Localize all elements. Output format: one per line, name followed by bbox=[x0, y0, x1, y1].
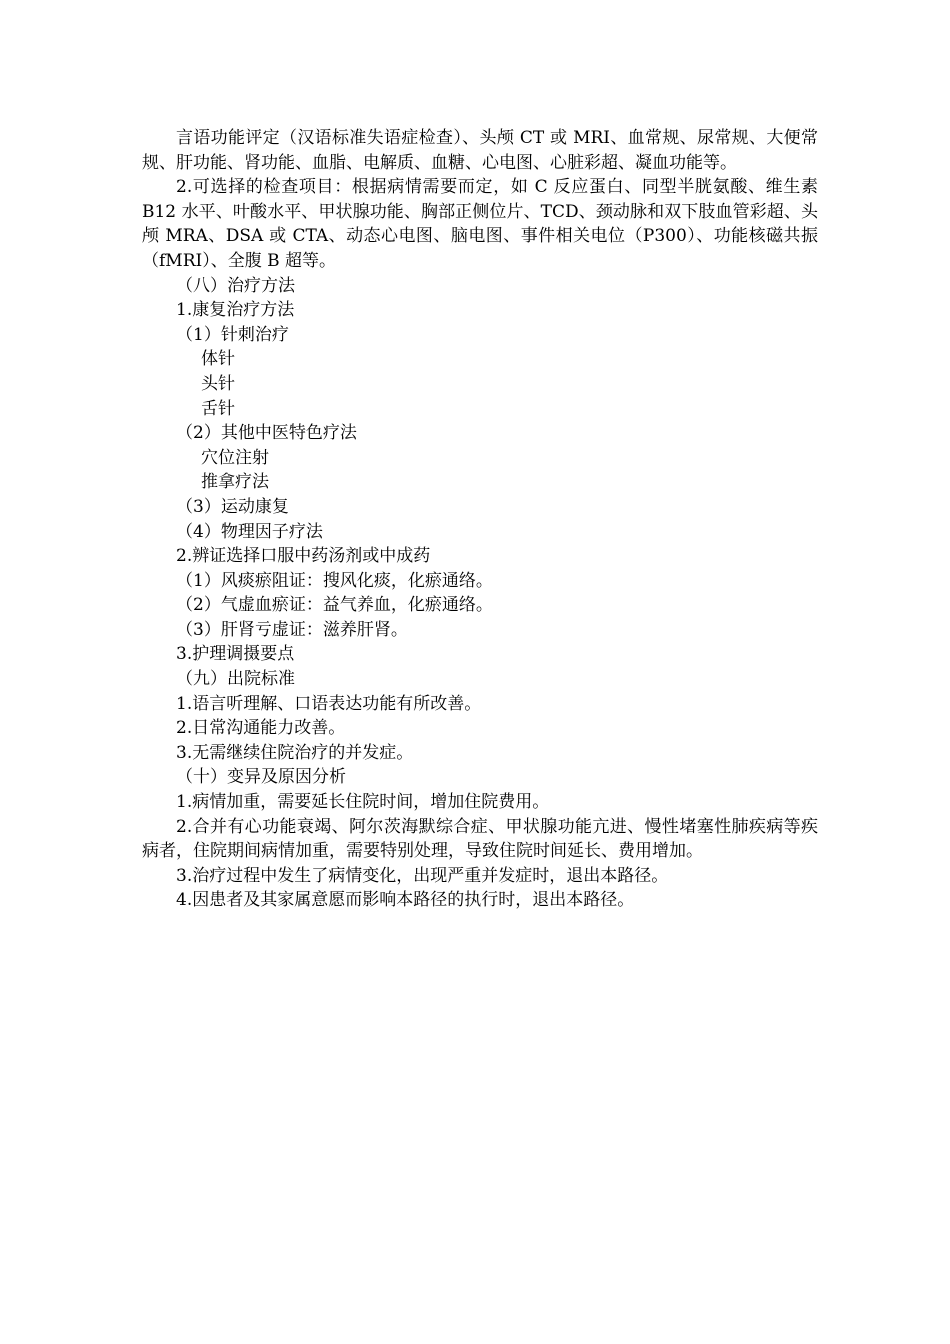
item-syndrome-1: （1）风痰瘀阻证：搜风化痰，化瘀通络。 bbox=[176, 570, 493, 591]
item-acupoint-injection: 穴位注射 bbox=[201, 447, 269, 468]
heading-treatment-methods: （八）治疗方法 bbox=[176, 275, 295, 296]
item-variation-1: 1.病情加重，需要延长住院时间，增加住院费用。 bbox=[176, 792, 550, 813]
item-tongue-needle: 舌针 bbox=[201, 398, 235, 419]
item-discharge-2: 2.日常沟通能力改善。 bbox=[176, 718, 346, 739]
heading-discharge-criteria: （九）出院标准 bbox=[176, 669, 295, 690]
item-other-tcm: （2）其他中医特色疗法 bbox=[176, 423, 357, 444]
item-massage: 推拿疗法 bbox=[201, 472, 269, 493]
item-rehab-methods: 1.康复治疗方法 bbox=[176, 300, 295, 321]
item-head-needle: 头针 bbox=[201, 373, 235, 394]
item-syndrome-2: （2）气虚血瘀证：益气养血，化瘀通络。 bbox=[176, 595, 493, 616]
item-nursing: 3.护理调摄要点 bbox=[176, 644, 295, 665]
item-syndrome-3: （3）肝肾亏虚证：滋养肝肾。 bbox=[176, 619, 408, 640]
item-discharge-3: 3.无需继续住院治疗的并发症。 bbox=[176, 742, 414, 763]
item-exercise-rehab: （3）运动康复 bbox=[176, 496, 289, 517]
document-body bbox=[142, 126, 818, 913]
item-body-needle: 体针 bbox=[201, 349, 235, 370]
heading-variation-analysis: （十）变异及原因分析 bbox=[176, 767, 346, 788]
item-variation-4: 4.因患者及其家属意愿而影响本路径的执行时，退出本路径。 bbox=[176, 890, 635, 911]
item-discharge-1: 1.语言听理解、口语表达功能有所改善。 bbox=[176, 693, 482, 714]
paragraph-exam-items: 言语功能评定（汉语标准失语症检查）、头颅 CT 或 MRI、血常规、尿常规、大便常规、肝功能、肾功能、血脂、电解质、血糖、心电图、心脏彩超、凝血功能等。 bbox=[142, 128, 818, 173]
item-acupuncture: （1）针刺治疗 bbox=[176, 324, 289, 345]
paragraph-optional-exams: 2.可选择的检查项目：根据病情需要而定，如 C 反应蛋白、同型半胱氨酸、维生素 B12 水平、叶酸水平、甲状腺功能、胸部正侧位片、TCD、颈动脉和双下肢血管彩超、头颅 MRA、DSA 或 CTA、动态心电图、脑电图、事件相关电位（P300）、功能核磁共振（fMRI）、全腹 B 超等。 bbox=[142, 177, 818, 271]
item-oral-medicine: 2.辨证选择口服中药汤剂或中成药 bbox=[176, 546, 431, 567]
item-variation-3: 3.治疗过程中发生了病情变化，出现严重并发症时，退出本路径。 bbox=[176, 865, 669, 886]
item-physical-therapy: （4）物理因子疗法 bbox=[176, 521, 323, 542]
item-variation-2: 2.合并有心功能衰竭、阿尔茨海默综合症、甲状腺功能亢进、慢性堵塞性肺疾病等疾病者，住院期间病情加重，需要特别处理，导致住院时间延长、费用增加。 bbox=[142, 816, 818, 862]
